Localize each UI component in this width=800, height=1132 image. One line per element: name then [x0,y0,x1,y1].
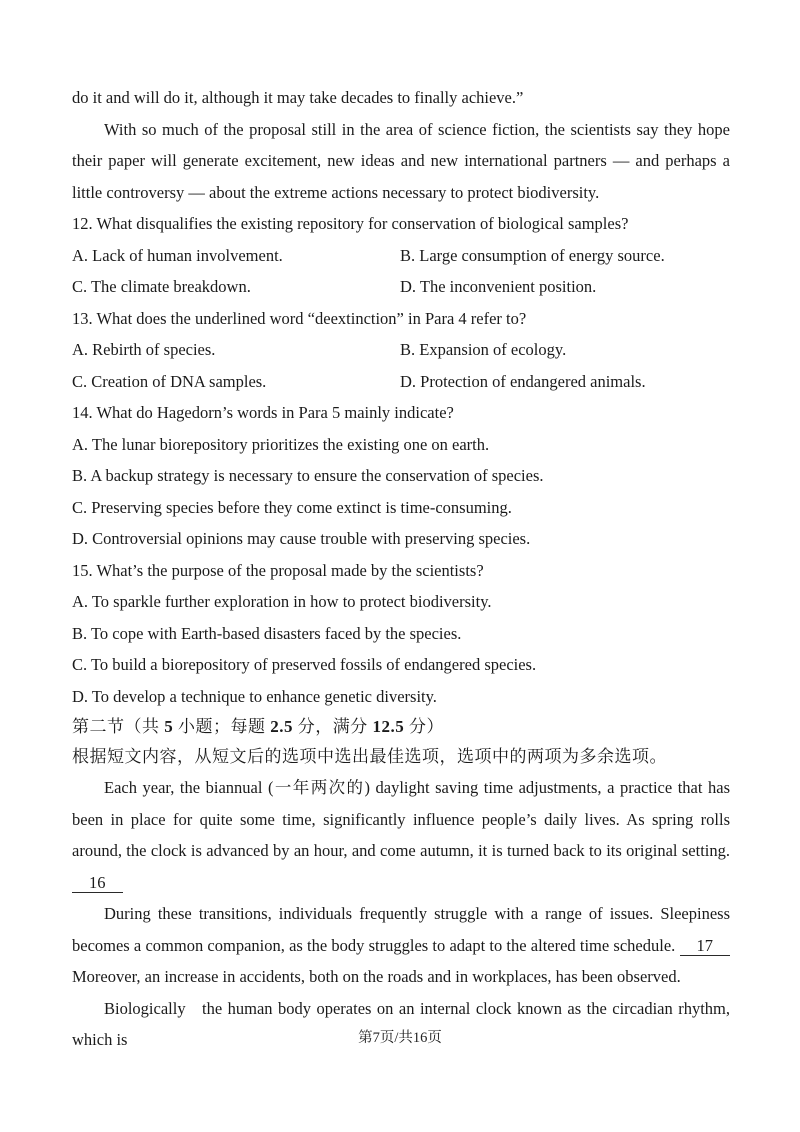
section-heading-num-items: 5 [164,717,174,736]
section-heading-points-total: 12.5 [372,717,405,736]
option-14-d: D. Controversial opinions may cause trouble with preserving species. [72,529,531,548]
option-13-b: B. Expansion of ecology. [400,340,567,359]
option-14-b: B. A backup strategy is necessary to ensure the conservation of species. [72,466,544,485]
option-12-a: A. Lack of human involvement. [72,245,283,265]
question-stem-12: 12. What disqualifies the existing repository for conservation of biological samples? [72,214,629,233]
option-12-b: B. Large consumption of energy source. [400,245,665,265]
option-14-a: A. The lunar biorepository prioritizes the existing one on earth. [72,434,490,454]
intro-paragraph: With so much of the proposal still in the area of science fiction, the scientists say they hope their paper will generate excitement, new ideas and new international partners — and perhaps a little controversy — about the extreme actions necessary to protect biodiversity. [72,119,730,202]
question-13-options-row-1 [72,334,730,366]
section-heading [72,712,730,742]
section-heading-text: 分） [404,717,444,736]
passage-text: During these transitions, individuals frequently struggle with a range of issues. Sleepiness becomes a common companion, as the body struggles to adapt to the altered time schedule. [72,904,730,955]
question-stem-15: 15. What’s the purpose of the proposal made by the scientists? [72,560,484,580]
passage-text: Moreover, an increase in accidents, both on the roads and in workplaces, has been observed. [72,967,681,986]
section-heading-text: 第二节（共 [72,717,165,736]
passage-text: Each year, the biannual (一年两次的) daylight saving time adjustments, a practice that has been in place for quite some time, significantly influence people’s daily lives. As spring rolls around, the clock is advanced by an hour, and come autumn, it is turned back to its original setting. [72,778,730,860]
question-stem-14: 14. What do Hagedorn’s words in Para 5 mainly indicate? [72,403,454,422]
page-footer: 第7页/共16页 [358,1030,442,1046]
passage-paragraph-3: Biologically the human body operates on an internal clock known as the circadian rhythm, which is [72,998,730,1049]
lead-line: do it and will do it, although it may take decades to finally achieve.” [72,88,524,107]
question-13-options-row-2 [72,366,730,398]
section-heading-text: 分，满分 [293,717,373,736]
option-13-d: D. Protection of endangered animals. [400,371,646,391]
option-15-b: B. To cope with Earth-based disasters faced by the species. [72,623,462,643]
question-stem-13: 13. What does the underlined word “deextinction” in Para 4 refer to? [72,308,527,328]
option-12-d: D. The inconvenient position. [400,277,597,296]
cloze-blank-16: 16 [72,873,123,893]
passage-paragraph-2 [72,898,730,993]
section-heading-points-each: 2.5 [270,717,293,736]
question-12-options-row-2 [72,271,730,303]
section-heading-text: 小题；每题 [173,717,271,736]
option-15-c: C. To build a biorepository of preserved fossils of endangered species. [72,655,537,674]
option-15-d: D. To develop a technique to enhance genetic diversity. [72,686,437,706]
question-12-options-row-1 [72,240,730,272]
option-14-c: C. Preserving species before they come extinct is time-consuming. [72,497,512,517]
option-15-a: A. To sparkle further exploration in how to protect biodiversity. [72,592,492,611]
option-12-c: C. The climate breakdown. [72,277,251,296]
cloze-blank-17: 17 [680,936,731,956]
passage-paragraph-1 [72,772,730,898]
option-13-c: C. Creation of DNA samples. [72,371,267,391]
option-13-a: A. Rebirth of species. [72,340,216,359]
section-instruction: 根据短文内容，从短文后的选项中选出最佳选项，选项中的两项为多余选项。 [72,747,667,766]
